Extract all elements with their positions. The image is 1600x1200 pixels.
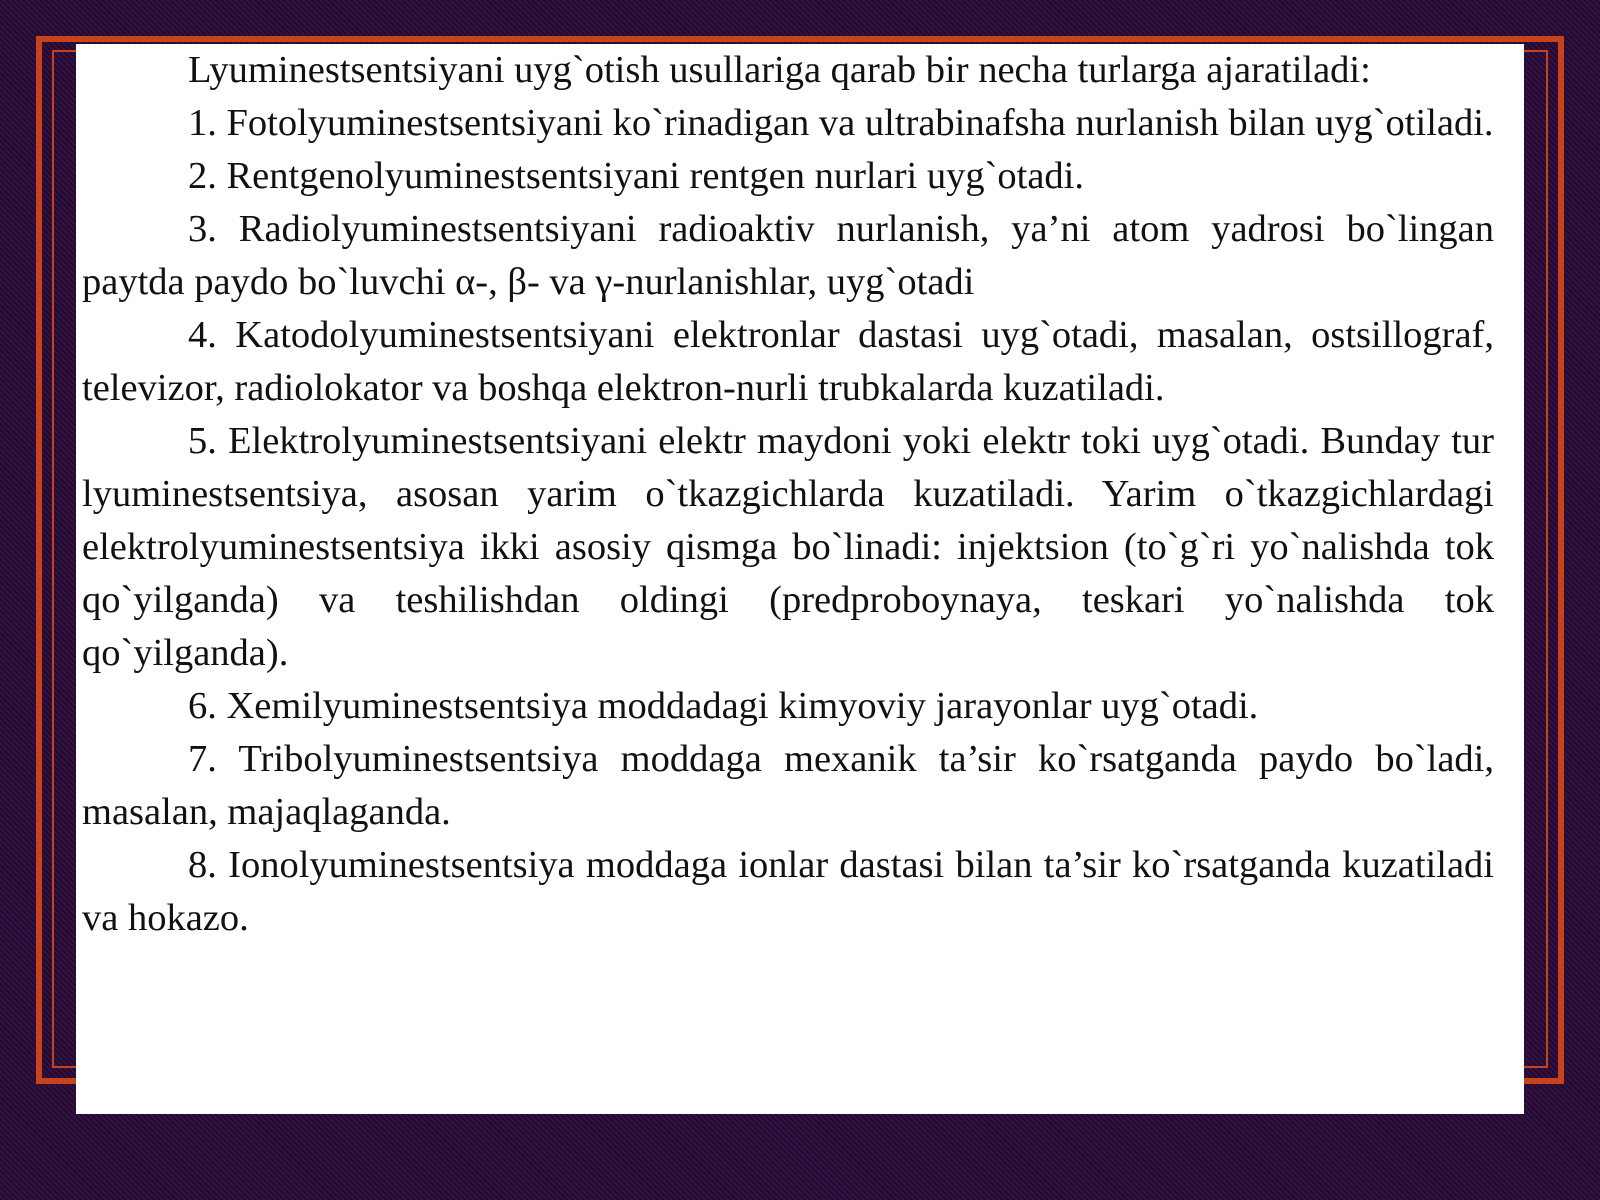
paragraph-item-4: 4. Katodolyuminestsentsiyani elektronlar dastasi uyg`otadi, masalan, ostsillograf, televizor, radiolokator va boshqa elektron-nurli trubkalarda kuzatiladi. (82, 314, 1494, 409)
paragraph-item-8: 8. Ionolyuminestsentsiya moddaga ionlar dastasi bilan ta’sir ko`rsatganda kuzatiladi va hokazo. (82, 844, 1494, 939)
paragraph-item-3: 3. Radiolyuminestsentsiyani radioaktiv nurlanish, ya’ni atom yadrosi bo`lingan paytda paydo bo`luvchi α-, β- va γ-nurlanishlar, uyg`otadi (82, 208, 1494, 303)
paragraph-item-6: 6. Xemilyuminestsentsiya moddadagi kimyoviy jarayonlar uyg`otadi. (188, 685, 1259, 727)
paragraph-item-1: 1. Fotolyuminestsentsiyani ko`rinadigan va ultrabinafsha nurlanish bilan uyg`otiladi. (188, 102, 1494, 144)
paragraph-item-5: 5. Elektrolyuminestsentsiyani elektr maydoni yoki elektr toki uyg`otadi. Bunday tur lyuminestsentsiya, asosan yarim o`tkazgichlarda kuzatiladi. Yarim o`tkazgichlardagi elektrolyuminestsentsiya ikki asosiy qismga bo`linadi: injektsion (to`g`ri yo`nalishda tok qo`yilganda) va teshilishdan oldingi (predproboynaya, teskari yo`nalishda tok qo`yilganda). (82, 420, 1494, 674)
document-page (76, 44, 1524, 1114)
document-text (82, 44, 1494, 945)
paragraph-item-2: 2. Rentgenolyuminestsentsiyani rentgen nurlari uyg`otadi. (188, 155, 1085, 197)
paragraph-item-7: 7. Tribolyuminestsentsiya moddaga mexanik ta’sir ko`rsatganda paydo bo`ladi, masalan, majaqlaganda. (82, 738, 1494, 833)
paragraph-intro: Lyuminestsentsiyani uyg`otish usullariga qarab bir necha turlarga ajaratiladi: (188, 49, 1371, 91)
